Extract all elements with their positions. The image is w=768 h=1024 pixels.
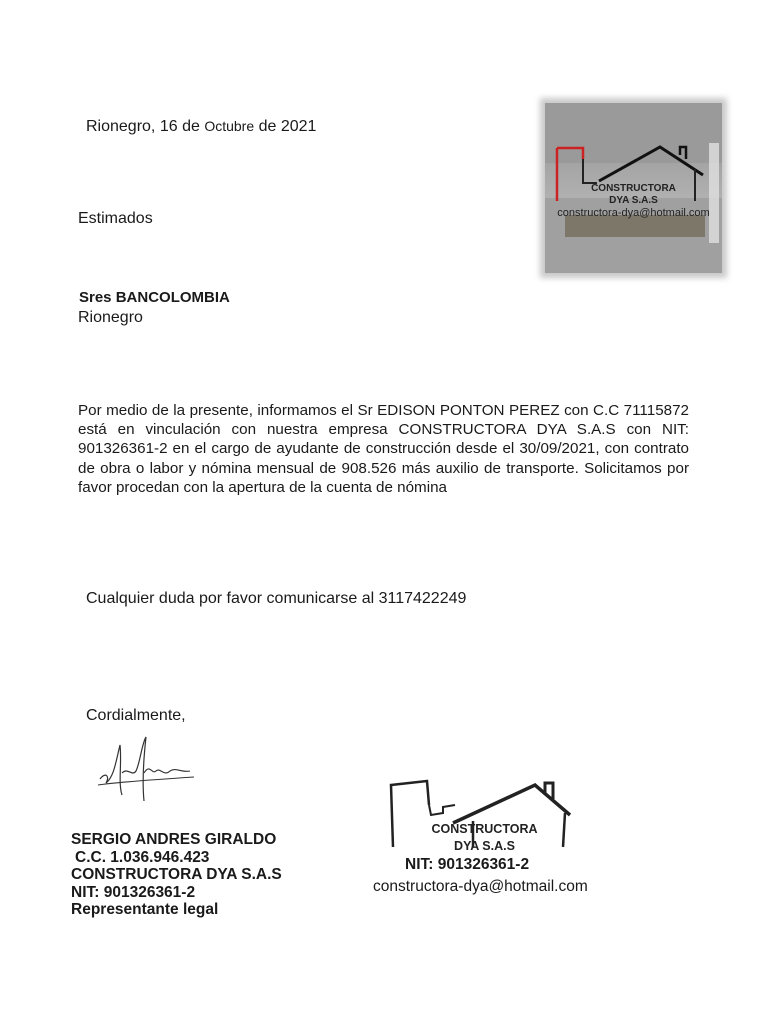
signatory-company: CONSTRUCTORA DYA S.A.S bbox=[71, 866, 282, 884]
header-logo-name-2: DYA S.A.S bbox=[609, 195, 658, 206]
header-logo-email: constructora-dya@hotmail.com bbox=[557, 207, 710, 219]
stamp-nit: NIT: 901326361-2 bbox=[405, 856, 530, 873]
greeting: Estimados bbox=[78, 210, 153, 227]
letter-date bbox=[86, 118, 316, 136]
signatory-name: SERGIO ANDRES GIRALDO bbox=[71, 831, 277, 848]
header-company-logo bbox=[545, 103, 722, 273]
signatory-role: Representante legal bbox=[71, 901, 219, 919]
addressee-name: Sres BANCOLOMBIA bbox=[79, 289, 230, 306]
date-prefix: Rionegro, 16 de bbox=[86, 118, 200, 135]
letter-body: Por medio de la presente, informamos el Sr EDISON PONTON PEREZ con C.C 71115872 está en vinculación con nuestra empresa CONSTRUCTORA DYA S.A.S con NIT: 901326361-2 en el cargo de ayudante de construcción desde el 30/09/2021, con contrato de obra o labor y nómina mensual de 908.526 más auxilio de transporte. Solicitamos por favor procedan con la apertura de la cuenta de nómina bbox=[78, 402, 689, 496]
date-year: de 2021 bbox=[258, 118, 317, 135]
stamp-logo-name-1: CONSTRUCTORA bbox=[431, 822, 538, 836]
closing: Cordialmente, bbox=[86, 707, 186, 724]
handwritten-signature bbox=[92, 733, 198, 805]
header-logo-name-1: CONSTRUCTORA bbox=[591, 183, 676, 194]
signatory-id: C.C. 1.036.946.423 bbox=[75, 848, 210, 866]
stamp-logo-name-2: DYA S.A.S bbox=[454, 839, 515, 853]
addressee-city: Rionegro bbox=[78, 309, 143, 326]
signatory-block bbox=[71, 831, 282, 919]
contact-line: Cualquier duda por favor comunicarse al 3117422249 bbox=[86, 590, 467, 607]
date-month: Octubre bbox=[204, 118, 255, 134]
signatory-nit: NIT: 901326361-2 bbox=[71, 883, 196, 901]
stamp-email: constructora-dya@hotmail.com bbox=[373, 878, 588, 895]
